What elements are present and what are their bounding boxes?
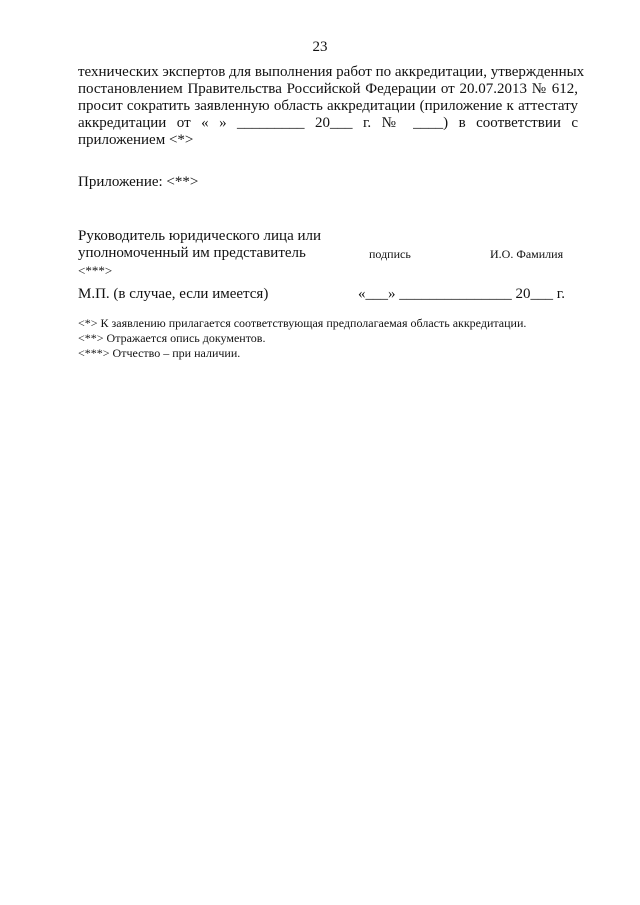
- body-line: приложением <*>: [78, 132, 194, 148]
- full-name-label: И.О. Фамилия: [490, 247, 564, 261]
- body-paragraph: [78, 64, 585, 149]
- signature-label: подпись: [369, 247, 411, 261]
- body-line: просит сократить заявленную область аккредитации (приложение к аттестату: [78, 98, 578, 114]
- signer-title-line: Руководитель юридического лица или: [78, 228, 322, 244]
- footnotes: [78, 316, 526, 361]
- footnote: <***> Отчество – при наличии.: [78, 346, 241, 360]
- body-line: постановлением Правительства Российской Федерации от 20.07.2013 № 612,: [78, 81, 578, 97]
- page-number: 23: [312, 39, 328, 55]
- body-line: аккредитации от « » _________ 20___ г. № ____) в соответствии с: [78, 115, 578, 131]
- signer-title-line: уполномоченный им представитель: [78, 245, 306, 261]
- attachment-label: Приложение: <**>: [78, 174, 199, 190]
- seal-label: М.П. (в случае, если имеется): [78, 286, 269, 302]
- signer-footnote-mark: <***>: [78, 263, 113, 278]
- signer-block: [78, 228, 321, 279]
- date-field: «___» _______________ 20___ г.: [358, 286, 565, 302]
- footnote: <**> Отражается опись документов.: [78, 331, 266, 345]
- footnote: <*> К заявлению прилагается соответствующая предполагаемая область аккредитации.: [78, 316, 527, 330]
- body-line: технических экспертов для выполнения работ по аккредитации, утвержденных: [78, 64, 585, 80]
